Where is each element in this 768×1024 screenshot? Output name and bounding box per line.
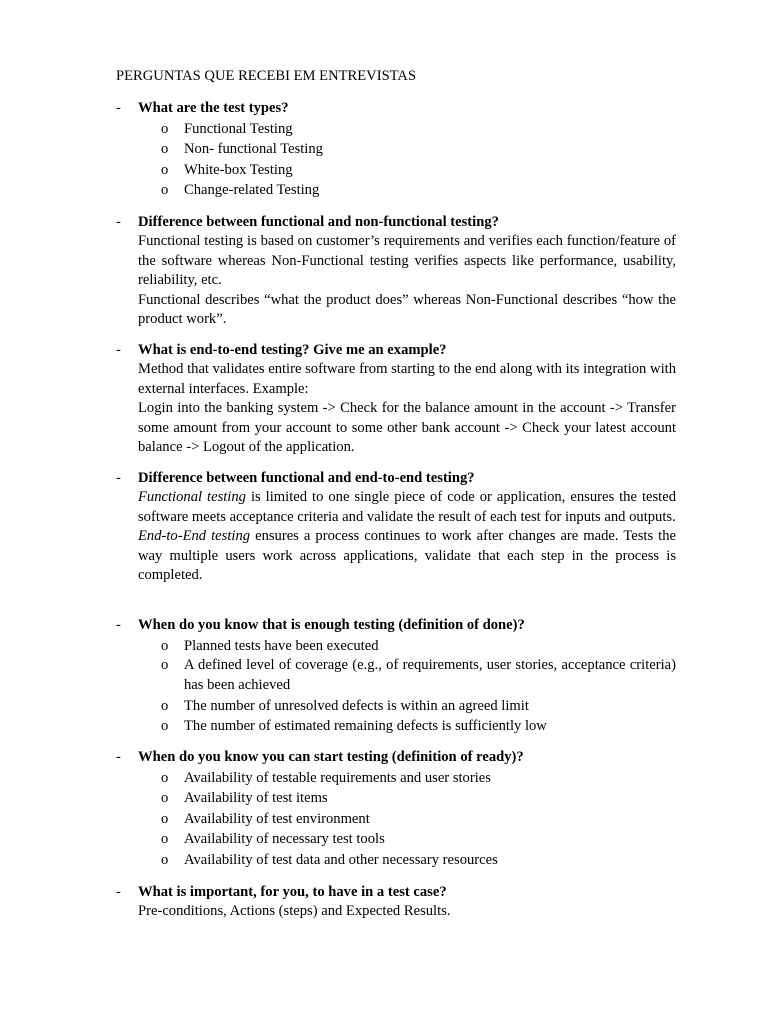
question-block-test-types — [116, 99, 676, 201]
question-heading — [116, 341, 676, 360]
question-text: What are the test types? — [138, 100, 289, 116]
question-block-end-to-end — [116, 341, 676, 457]
question-text: When do you know that is enough testing (definition of done)? — [138, 617, 525, 633]
answer-body — [138, 232, 676, 329]
document-title: PERGUNTAS QUE RECEBI EM ENTREVISTAS — [116, 68, 417, 84]
answer-paragraph: Functional testing is based on customer’s requirements and verifies each function/feature of the software whereas Non-Functional testing verifies aspects like performance, usability, reliability, etc. — [138, 233, 676, 289]
answer-paragraph: Method that validates entire software from starting to the end along with its integration with external interfaces. Example: — [138, 361, 676, 397]
question-block-functional-vs-nonfunctional — [116, 213, 676, 329]
bullet-icon: o — [161, 161, 169, 178]
bullet-list — [116, 119, 676, 201]
answer-paragraph: Pre-conditions, Actions (steps) and Expected Results. — [138, 903, 451, 920]
list-item: o Availability of test data and other necessary resources — [116, 850, 676, 871]
answer-paragraph: Login into the banking system -> Check for the balance amount in the account -> Transfer some amount from your account to some other bank account -> Check your latest account balance -> Logout of the application. — [138, 400, 676, 456]
question-text: Difference between functional and non-functional testing? — [138, 214, 499, 230]
question-text: What is end-to-end testing? Give me an example? — [138, 342, 447, 358]
dash-marker: - — [116, 214, 121, 230]
answer-body — [138, 902, 676, 921]
bullet-icon: o — [161, 851, 169, 868]
question-block-functional-vs-end-to-end — [116, 469, 676, 585]
bullet-icon: o — [161, 182, 169, 199]
list-item: o Non- functional Testing — [116, 139, 676, 160]
bullet-icon: o — [161, 697, 169, 714]
list-item: o The number of estimated remaining defects is sufficiently low — [116, 716, 676, 737]
dash-marker: - — [116, 749, 121, 765]
question-heading — [116, 213, 676, 232]
list-item: o Availability of testable requirements and user stories — [116, 768, 676, 789]
question-text: When do you know you can start testing (definition of ready)? — [138, 749, 524, 765]
italic-term: Functional testing — [138, 489, 246, 506]
list-item: o Availability of test items — [116, 788, 676, 809]
list-item: o Availability of test environment — [116, 809, 676, 830]
bullet-icon: o — [161, 769, 169, 786]
bullet-list — [116, 768, 676, 871]
bullet-icon: o — [161, 718, 169, 735]
bullet-list — [116, 636, 676, 737]
bullet-icon: o — [161, 141, 169, 158]
answer-paragraph: Functional describes “what the product does” whereas Non-Functional describes “how the product work”. — [138, 291, 676, 328]
bullet-icon: o — [161, 810, 169, 827]
list-item: o Availability of necessary test tools — [116, 829, 676, 850]
dash-marker: - — [116, 470, 121, 486]
dash-marker: - — [116, 617, 121, 633]
question-block-test-case — [116, 883, 676, 922]
list-item: o A defined level of coverage (e.g., of requirements, user stories, acceptance criteria) has been achieved — [161, 657, 676, 693]
bullet-icon: o — [161, 790, 169, 807]
question-text: Difference between functional and end-to-end testing? — [138, 470, 475, 486]
italic-term: End-to-End testing — [138, 528, 251, 545]
question-heading — [116, 748, 676, 767]
list-item: o The number of unresolved defects is within an agreed limit — [116, 696, 676, 717]
question-heading — [116, 99, 676, 118]
answer-body — [138, 360, 676, 457]
question-heading — [116, 883, 676, 902]
answer-body — [138, 488, 676, 585]
bullet-icon: o — [161, 831, 169, 848]
answer-paragraph: Functional testing is limited to one single piece of code or application, ensures the tested software meets acceptance criteria and validate the result of each test for inputs and outputs. — [138, 489, 676, 525]
question-block-definition-of-done — [116, 616, 676, 737]
bullet-icon: o — [161, 657, 169, 674]
list-item: o Planned tests have been executed — [116, 636, 676, 657]
list-item: o Functional Testing — [116, 119, 676, 140]
dash-marker: - — [116, 100, 121, 116]
answer-paragraph: End-to-End testing ensures a process continues to work after changes are made. Tests the way multiple users work across applications, validate that each step in the process is completed. — [138, 528, 676, 584]
list-item: o Change-related Testing — [116, 180, 676, 201]
dash-marker: - — [116, 342, 121, 358]
question-block-definition-of-ready — [116, 748, 676, 870]
list-item: o White-box Testing — [116, 160, 676, 181]
question-heading — [116, 469, 676, 488]
bullet-icon: o — [161, 120, 169, 137]
question-heading — [116, 616, 676, 635]
dash-marker: - — [116, 884, 121, 900]
bullet-icon: o — [161, 637, 169, 654]
question-text: What is important, for you, to have in a test case? — [138, 884, 447, 900]
